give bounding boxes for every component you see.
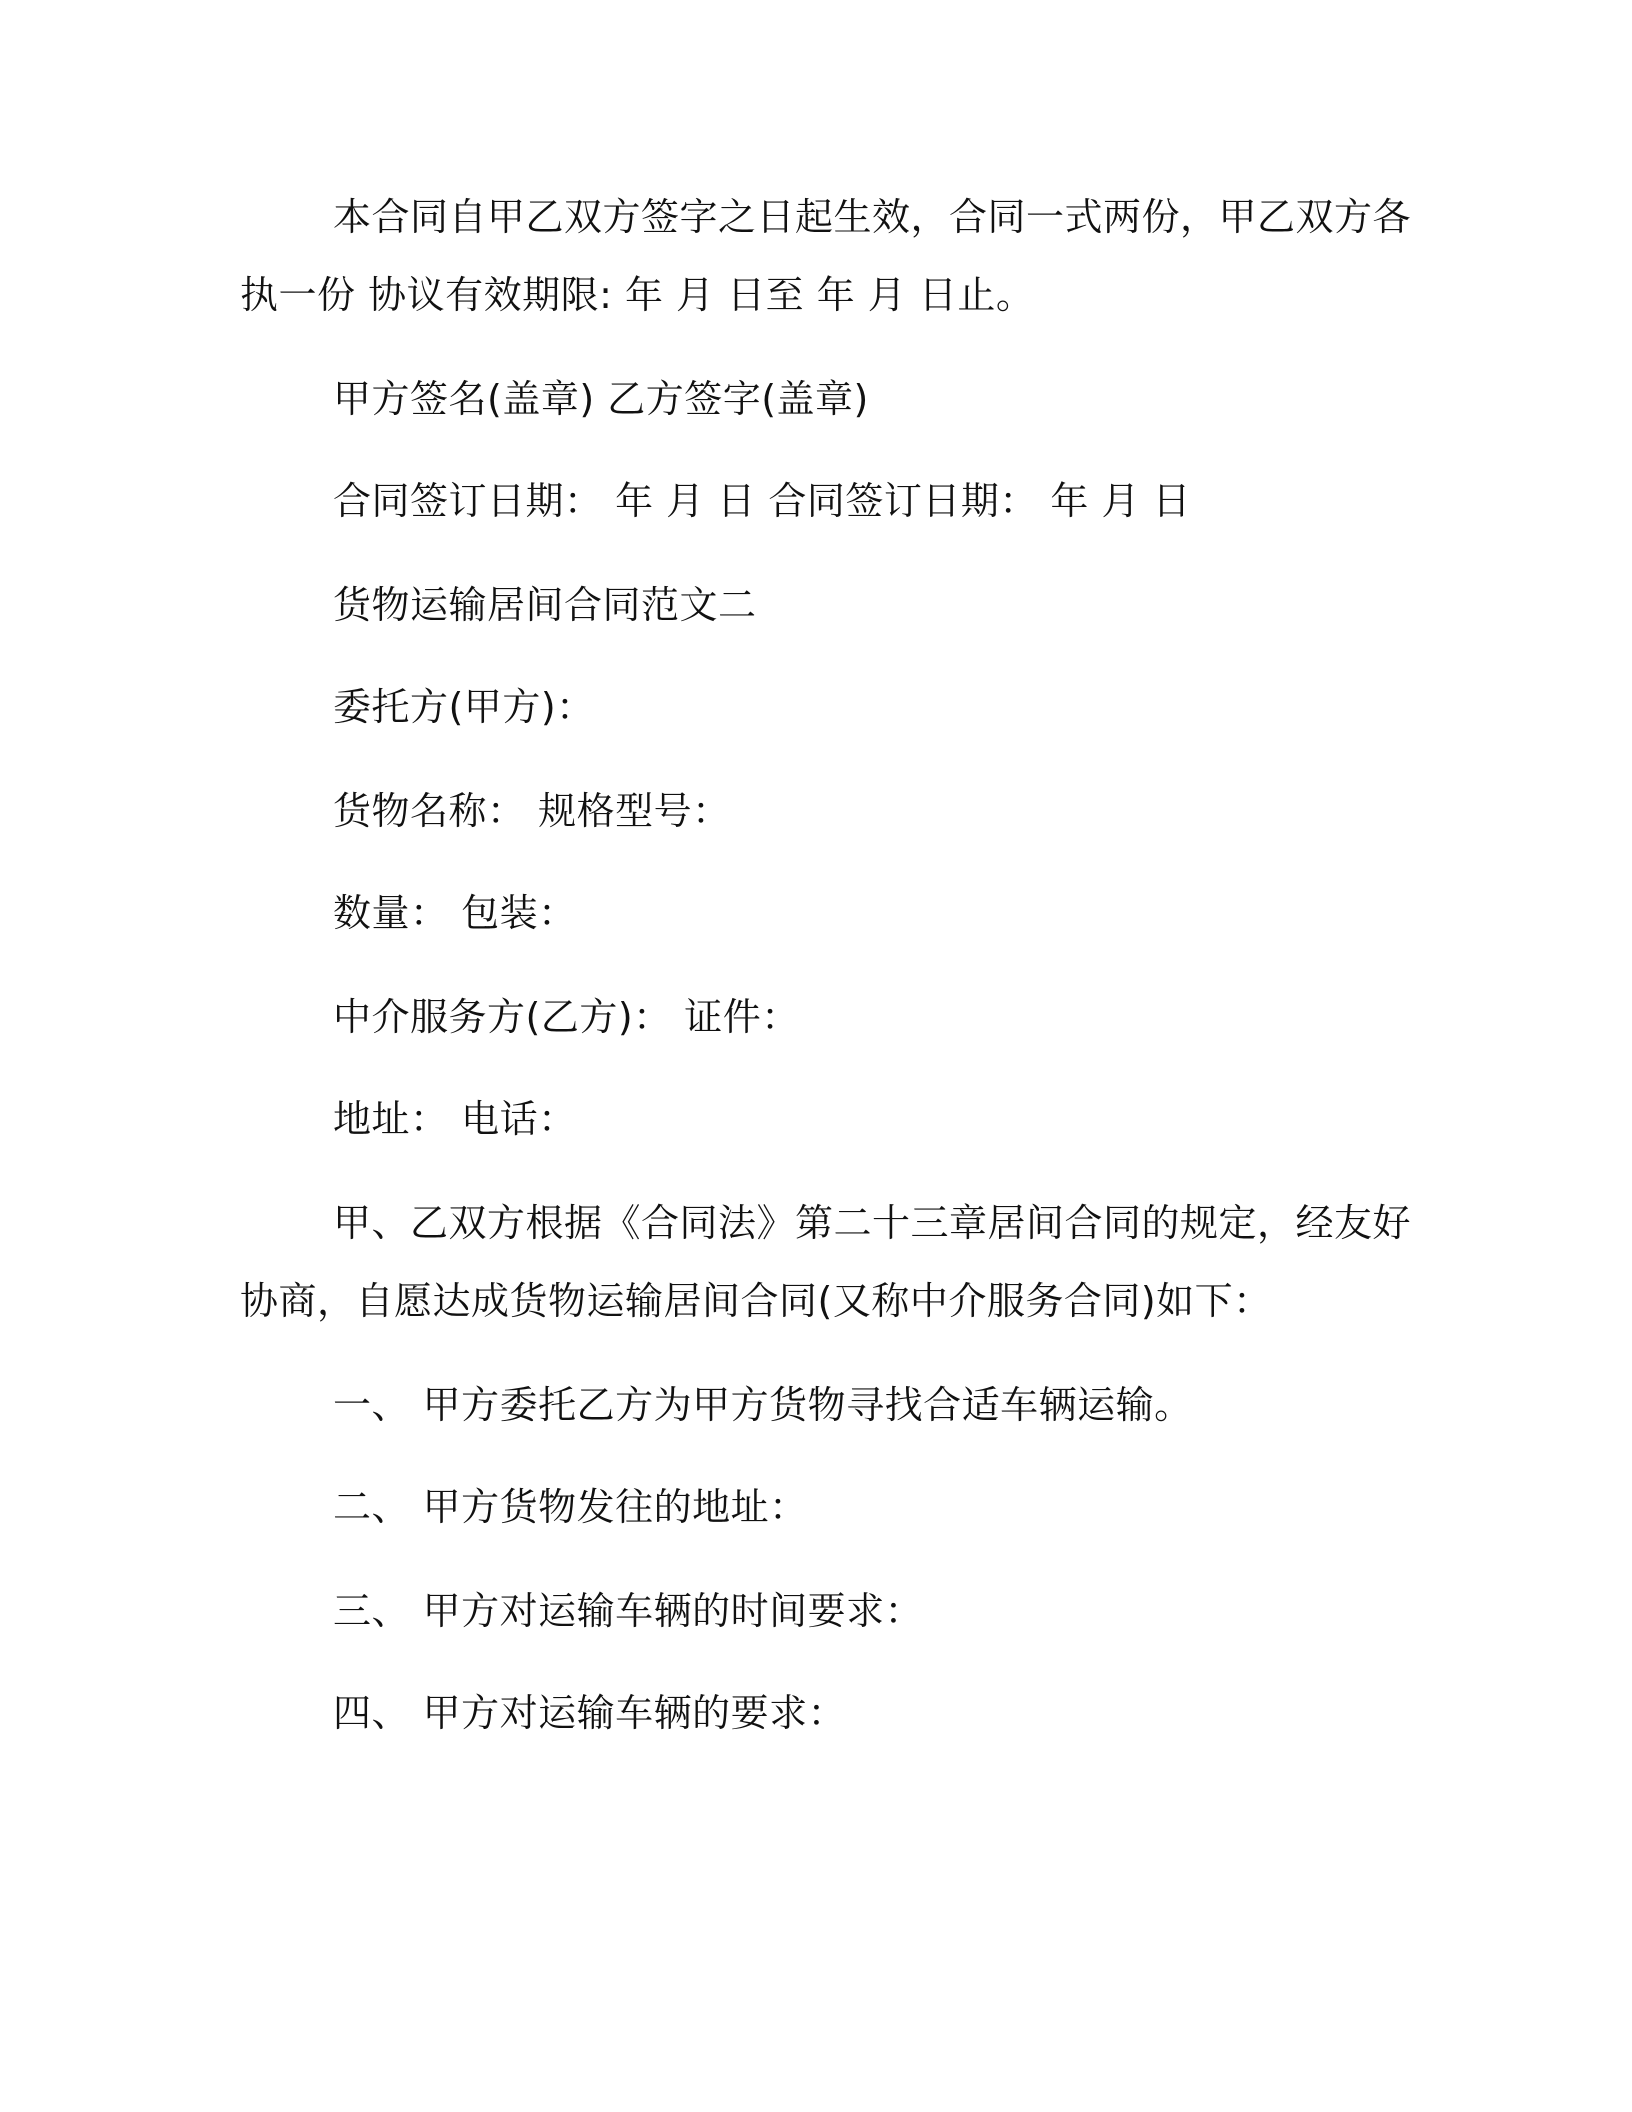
- client-party-field: 委托方(甲方)：: [333, 685, 595, 729]
- signature-line: 甲方签名(盖章) 乙方签字(盖章): [333, 377, 869, 421]
- address-phone-field: 地址： 电话：: [333, 1097, 577, 1141]
- clause-3: 三、 甲方对运输车辆的时间要求：: [333, 1589, 924, 1633]
- clause-2: 二、 甲方货物发往的地址：: [333, 1485, 808, 1529]
- intermediary-party-field: 中介服务方(乙方)： 证件：: [333, 995, 800, 1039]
- agreement-basis-line-1: 甲、乙双方根据《合同法》第二十三章居间合同的规定，经友好: [333, 1201, 1412, 1245]
- paragraph-effective-clause-line-2: 执一份 协议有效期限: 年 月 日至 年 月 日止。: [240, 273, 1035, 317]
- clause-4: 四、 甲方对运输车辆的要求：: [333, 1691, 847, 1735]
- goods-name-field: 货物名称： 规格型号：: [333, 789, 731, 833]
- paragraph-effective-clause-line-1: 本合同自甲乙双方签字之日起生效，合同一式两份，甲乙双方各: [333, 195, 1412, 239]
- signing-date-line: 合同签订日期： 年 月 日 合同签订日期： 年 月 日: [333, 479, 1192, 523]
- clause-1: 一、 甲方委托乙方为甲方货物寻找合适车辆运输。: [333, 1383, 1193, 1427]
- section-title: 货物运输居间合同范文二: [333, 583, 757, 627]
- agreement-basis-line-2: 协商，自愿达成货物运输居间合同(又称中介服务合同)如下：: [240, 1279, 1272, 1323]
- quantity-packaging-field: 数量： 包装：: [333, 891, 577, 935]
